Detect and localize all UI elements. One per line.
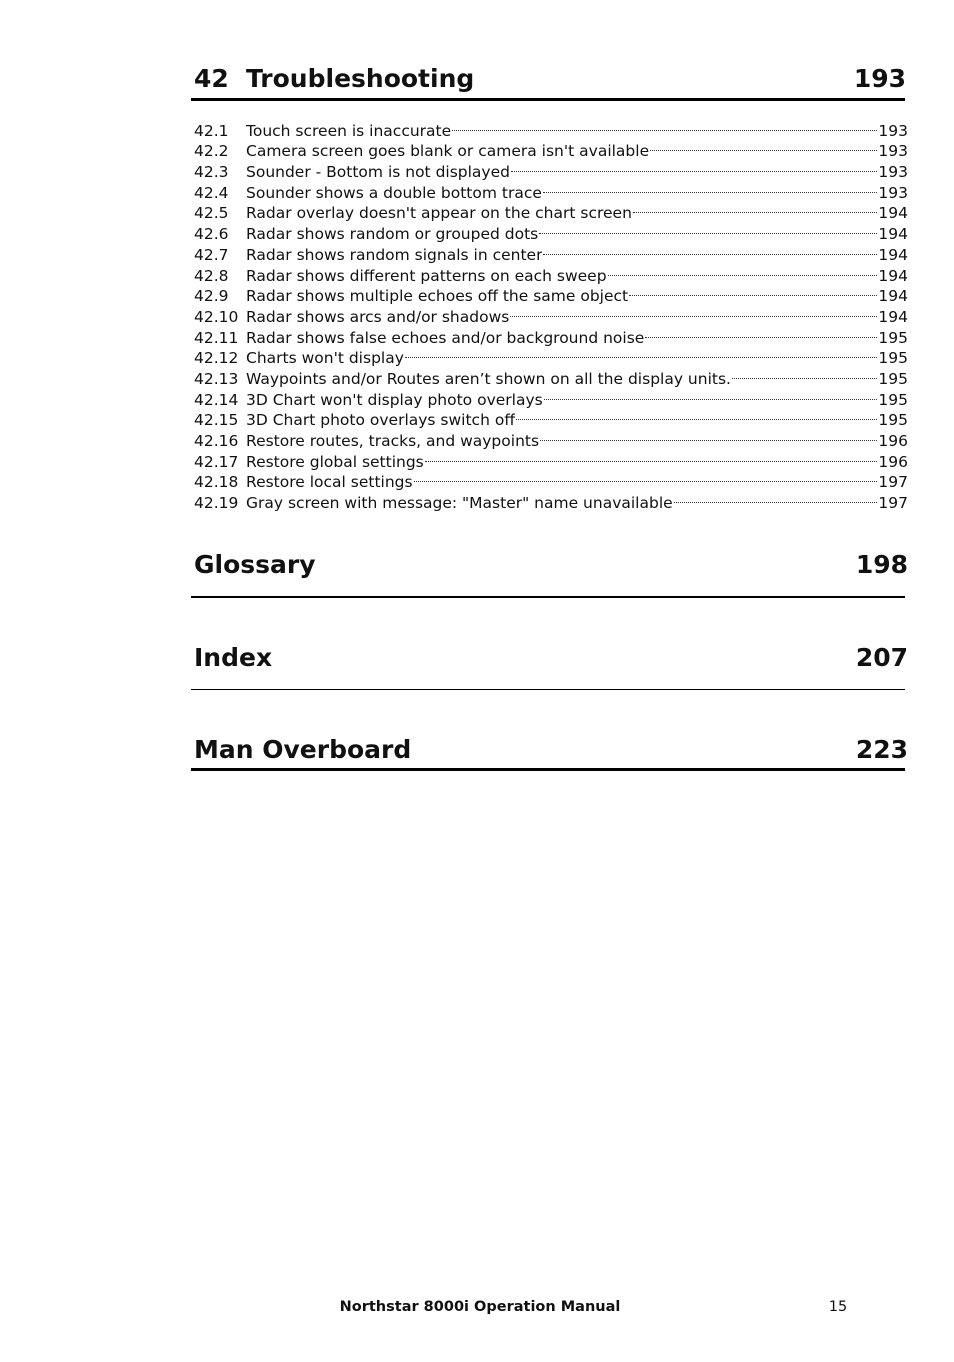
chapter-title: Troubleshooting (246, 64, 475, 93)
section-page: 193 (878, 121, 908, 140)
section-title: Radar shows multiple echoes off the same object (246, 287, 629, 306)
dot-leader (452, 115, 877, 136)
toc-entry[interactable] (194, 281, 908, 306)
section-number: 42.3 (194, 163, 229, 182)
toc-entry[interactable] (194, 405, 908, 430)
section-number: 42.8 (194, 266, 229, 285)
section-number: 42.7 (194, 245, 229, 264)
dot-leader (629, 281, 877, 302)
toc-entry[interactable] (194, 115, 908, 140)
index-title: Index (194, 643, 273, 672)
section-title: Touch screen is inaccurate (246, 121, 452, 140)
chapter-heading[interactable] (192, 62, 906, 96)
chapter-page: 193 (853, 64, 906, 93)
section-page: 197 (878, 494, 908, 513)
dot-leader (511, 156, 877, 177)
section-number: 42.5 (194, 204, 229, 223)
section-page: 195 (878, 411, 908, 430)
section-title: Charts won't display (246, 349, 404, 368)
section-number: 42.15 (194, 411, 239, 430)
man-overboard-heading[interactable] (194, 733, 908, 767)
section-number: 42.11 (194, 328, 239, 347)
section-number: 42.13 (194, 369, 239, 388)
section-number: 42.16 (194, 432, 239, 450)
section-title: Camera screen goes blank or camera isn't available (246, 142, 650, 161)
section-title: 3D Chart won't display photo overlays (246, 390, 543, 409)
section-title: Radar shows different patterns on each sweep (246, 266, 607, 285)
dot-leader (414, 467, 878, 488)
section-list (194, 115, 908, 513)
dot-leader (544, 384, 878, 405)
section-title: Radar shows arcs and/or shadows (246, 307, 510, 326)
section-number: 42.12 (194, 349, 239, 368)
section-number: 42.14 (194, 390, 239, 409)
toc-entry[interactable] (194, 467, 908, 492)
section-title: Restore global settings (246, 452, 424, 471)
section-number: 42.18 (194, 473, 239, 492)
section-page: 194 (878, 225, 908, 244)
section-page: 194 (878, 307, 908, 326)
section-title: Radar shows random signals in center (246, 245, 543, 264)
dot-leader (405, 343, 878, 364)
dot-leader (633, 198, 877, 219)
section-title: Restore local settings (246, 473, 413, 492)
dot-leader (608, 260, 878, 281)
section-page: 195 (878, 390, 908, 409)
dot-leader (510, 301, 877, 322)
section-title: Sounder shows a double bottom trace (246, 183, 542, 202)
section-page: 196 (878, 452, 908, 471)
section-page: 193 (878, 142, 908, 161)
toc-entry[interactable] (194, 301, 908, 326)
section-title: 3D Chart photo overlays switch off (246, 411, 515, 430)
section-title: Waypoints and/or Routes aren’t shown on all the display units. (246, 369, 731, 388)
toc-entry[interactable] (194, 136, 908, 161)
glossary-rule (191, 596, 905, 598)
section-title: Radar overlay doesn't appear on the chart screen (246, 204, 632, 223)
section-number: 42.10 (194, 307, 239, 326)
toc-entry[interactable] (194, 363, 908, 388)
section-page: 195 (878, 349, 908, 368)
chapter-number: 42 (194, 64, 229, 93)
section-number: 42.4 (194, 183, 229, 202)
dot-leader (543, 177, 878, 198)
dot-leader (539, 218, 877, 239)
toc-entry[interactable] (194, 487, 908, 513)
section-title: Gray screen with message: "Master" name unavailable (246, 494, 673, 513)
section-title: Restore routes, tracks, and waypoints (246, 432, 540, 450)
glossary-heading[interactable] (194, 548, 908, 582)
section-number: 42.9 (194, 287, 229, 306)
toc-entry[interactable] (194, 446, 908, 471)
man-overboard-page: 223 (855, 735, 908, 764)
toc-entry[interactable] (194, 156, 908, 182)
glossary-title: Glossary (194, 550, 316, 579)
toc-entry[interactable] (194, 260, 908, 285)
toc-entry[interactable] (194, 425, 908, 450)
section-page: 195 (878, 328, 908, 347)
toc-entry[interactable] (194, 384, 908, 409)
section-title: Sounder - Bottom is not displayed (246, 163, 510, 182)
section-page: 196 (878, 432, 908, 450)
section-page: 195 (878, 369, 908, 388)
dot-leader (732, 363, 877, 384)
index-page: 207 (855, 643, 908, 672)
section-page: 193 (878, 163, 908, 182)
dot-leader (543, 239, 877, 260)
section-title: Radar shows random or grouped dots (246, 225, 539, 244)
dot-leader (645, 322, 877, 343)
man-overboard-title: Man Overboard (194, 735, 412, 764)
footer-manual-title: Northstar 8000i Operation Manual (339, 1299, 621, 1315)
section-number: 42.17 (194, 452, 239, 471)
dot-leader (540, 425, 877, 446)
section-page: 197 (878, 473, 908, 492)
man-overboard-rule (191, 768, 905, 771)
index-rule (191, 689, 905, 690)
toc-entry[interactable] (194, 343, 908, 368)
toc-entry[interactable] (194, 177, 908, 202)
section-number: 42.19 (194, 494, 239, 513)
index-heading[interactable] (194, 641, 908, 675)
section-title: Radar shows false echoes and/or background noise (246, 328, 645, 347)
dot-leader (674, 487, 878, 508)
toc-entry[interactable] (194, 322, 908, 347)
section-page: 194 (878, 266, 908, 285)
section-page: 193 (878, 183, 908, 202)
toc-entry[interactable] (194, 218, 908, 244)
toc-entry[interactable] (194, 239, 908, 264)
toc-entry[interactable] (194, 198, 908, 223)
glossary-page: 198 (855, 550, 908, 579)
section-number: 42.6 (194, 225, 229, 244)
dot-leader (516, 405, 877, 426)
chapter-underline (191, 98, 905, 101)
section-page: 194 (878, 204, 908, 223)
dot-leader (650, 136, 877, 157)
section-page: 194 (878, 287, 908, 306)
section-number: 42.2 (194, 142, 229, 161)
section-page: 194 (878, 245, 908, 264)
dot-leader (425, 446, 878, 467)
section-number: 42.1 (194, 121, 229, 140)
footer-page-number: 15 (828, 1299, 848, 1315)
